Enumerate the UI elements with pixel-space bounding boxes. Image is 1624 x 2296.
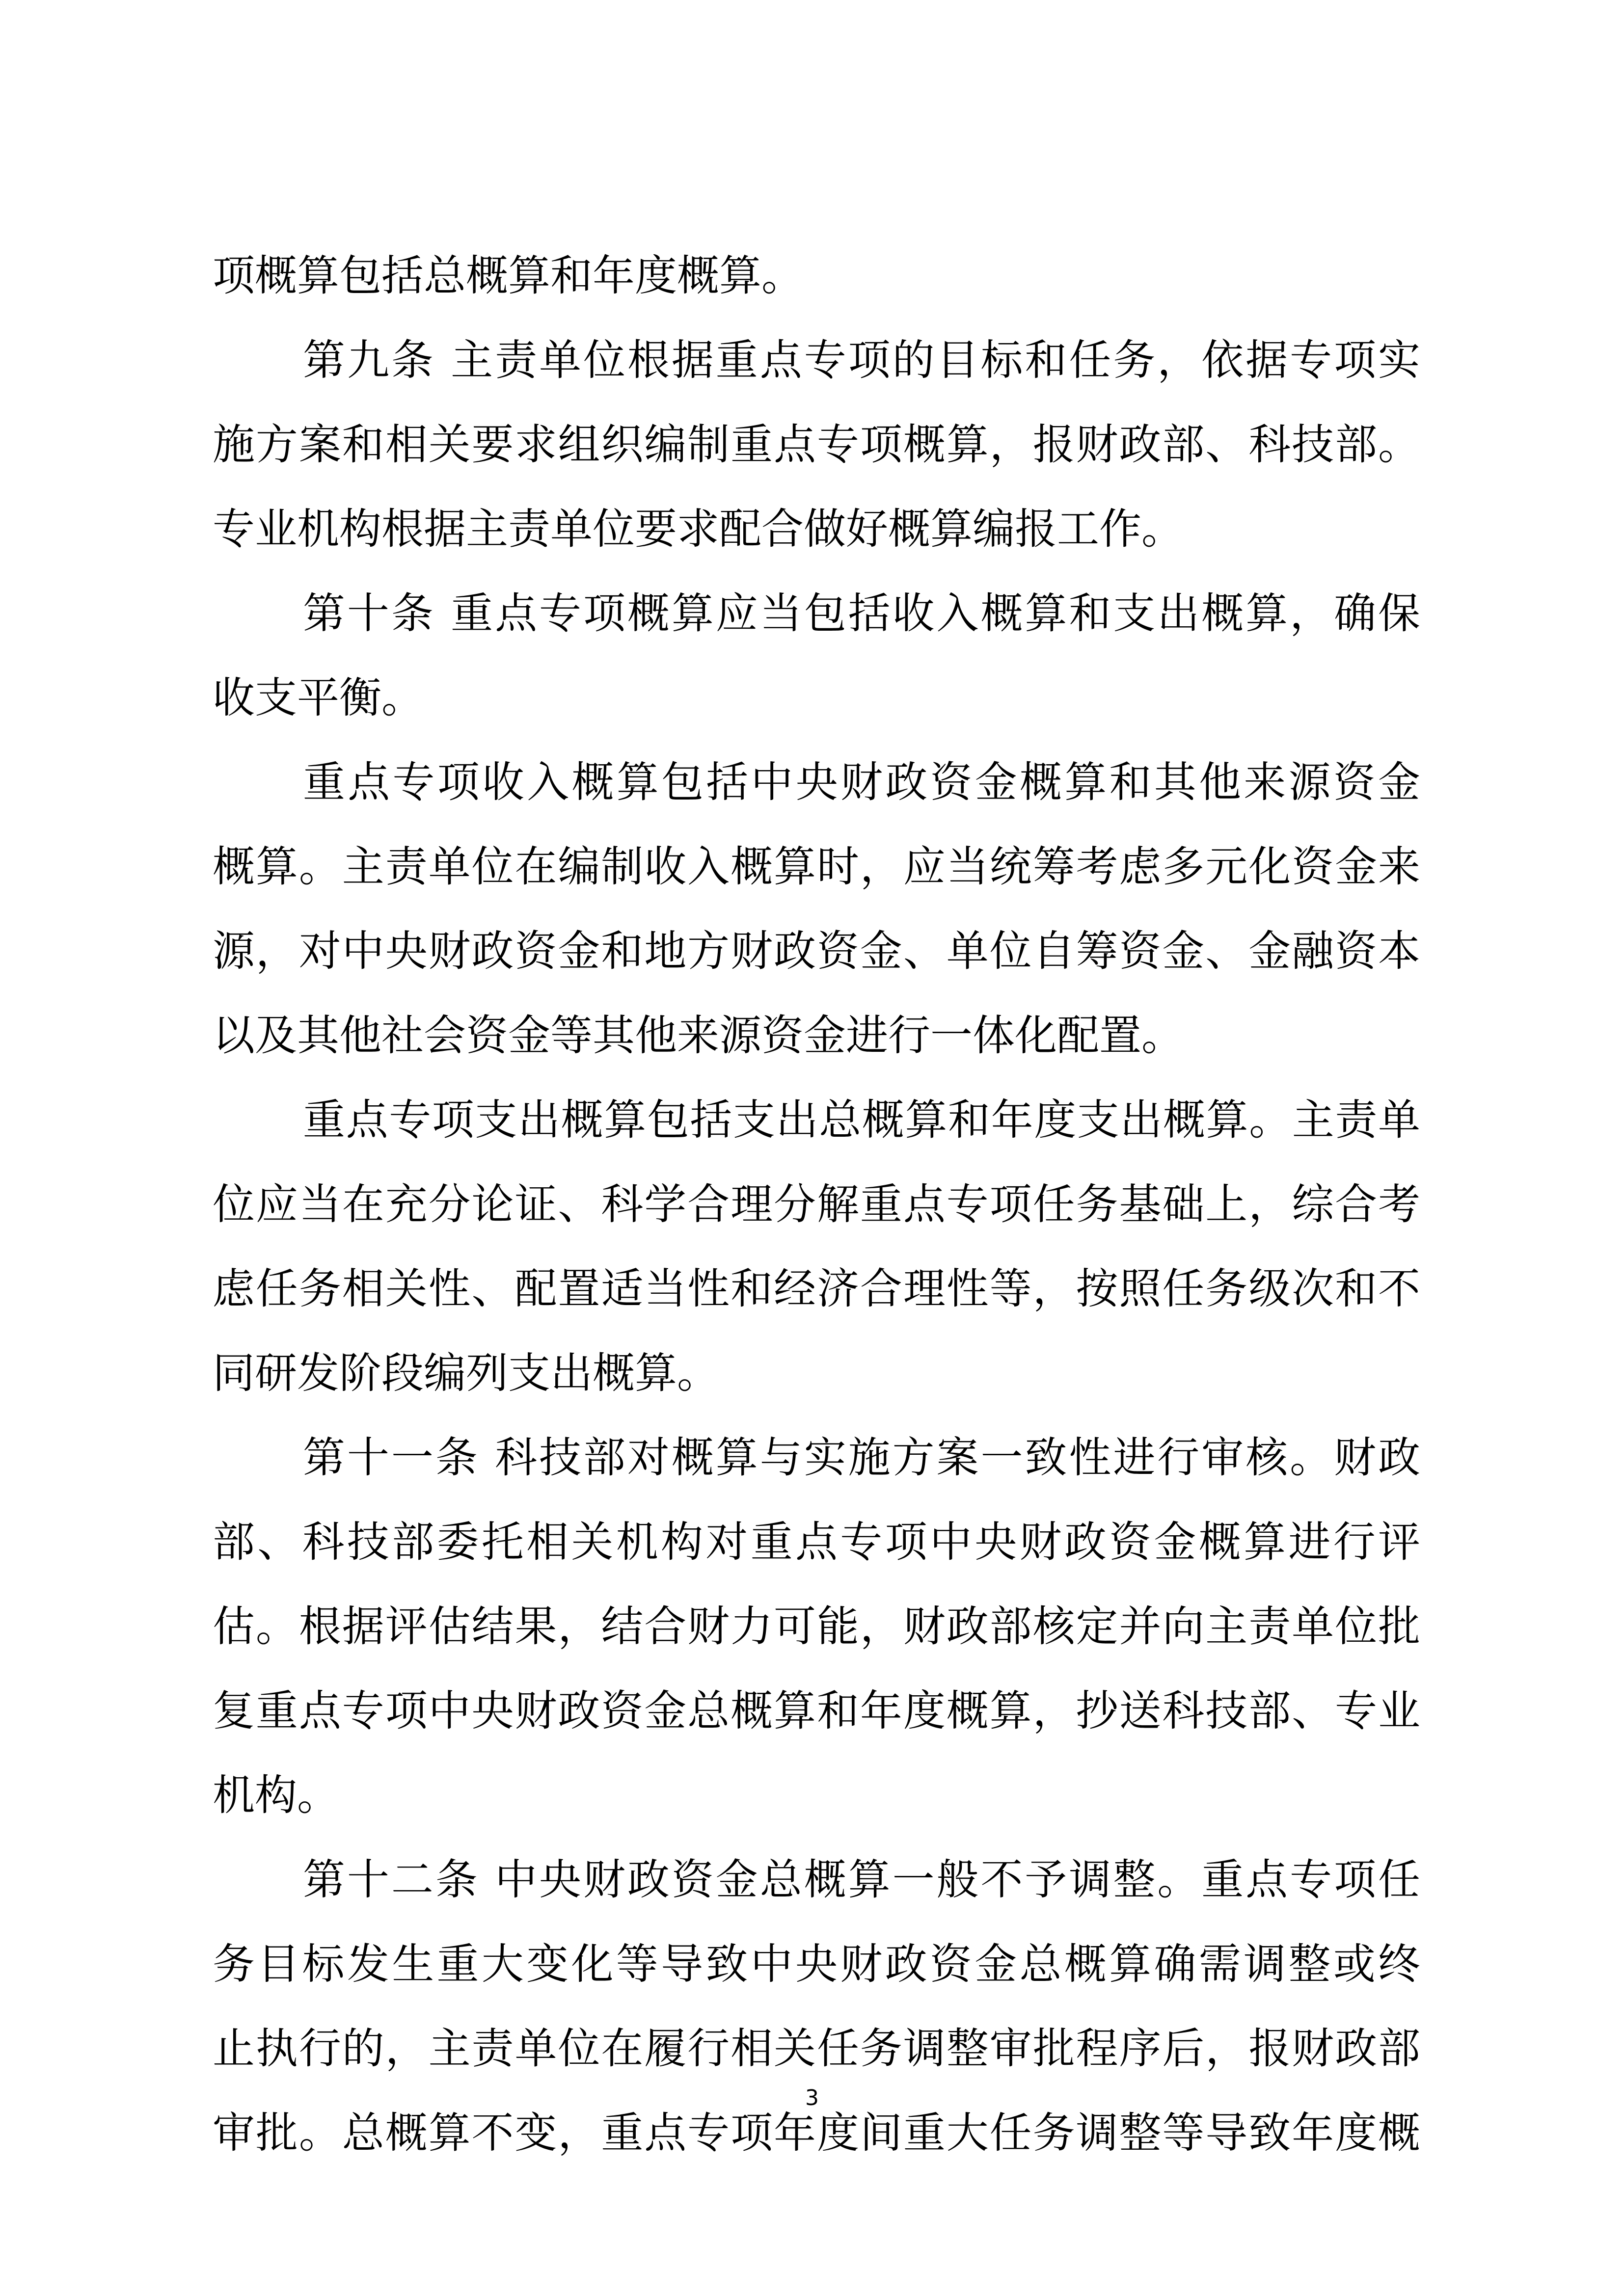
text-line-20: 第十二条 中央财政资金总概算一般不予调整。重点专项任 (303, 1855, 1420, 1904)
text-line-23: 审批。总概算不变，重点专项年度间重大任务调整等导致年度概 (213, 2109, 1420, 2158)
text-line-5: 第十条 重点专项概算应当包括收入概算和支出概算，确保 (303, 589, 1420, 638)
text-line-18: 复重点专项中央财政资金总概算和年度概算，抄送科技部、专业 (213, 1686, 1420, 1735)
text-line-19: 机构。 (213, 1771, 339, 1820)
text-line-14: 同研发阶段编列支出概算。 (213, 1349, 719, 1398)
text-line-11: 重点专项支出概算包括支出总概算和年度支出概算。主责单 (303, 1095, 1420, 1145)
text-line-10: 以及其他社会资金等其他来源资金进行一体化配置。 (213, 1011, 1184, 1060)
text-line-2: 第九条 主责单位根据重点专项的目标和任务，依据专项实 (303, 336, 1420, 385)
text-line-7: 重点专项收入概算包括中央财政资金概算和其他来源资金 (303, 758, 1420, 807)
text-line-22: 止执行的，主责单位在履行相关任务调整审批程序后，报财政部 (213, 2024, 1420, 2073)
text-line-15: 第十一条 科技部对概算与实施方案一致性进行审核。财政 (303, 1433, 1420, 1482)
text-line-6: 收支平衡。 (213, 673, 424, 722)
text-line-21: 务目标发生重大变化等导致中央财政资金总概算确需调整或终 (213, 1940, 1420, 1989)
text-line-12: 位应当在充分论证、科学合理分解重点专项任务基础上，综合考 (213, 1180, 1420, 1229)
text-line-4: 专业机构根据主责单位要求配合做好概算编报工作。 (213, 505, 1184, 554)
text-line-8: 概算。主责单位在编制收入概算时，应当统筹考虑多元化资金来 (213, 842, 1420, 891)
page-number: 3 (805, 2085, 819, 2110)
text-line-13: 虑任务相关性、配置适当性和经济合理性等，按照任务级次和不 (213, 1264, 1420, 1313)
text-line-1: 项概算包括总概算和年度概算。 (213, 251, 804, 300)
text-line-3: 施方案和相关要求组织编制重点专项概算，报财政部、科技部。 (213, 420, 1420, 469)
text-line-17: 估。根据评估结果，结合财力可能，财政部核定并向主责单位批 (213, 1602, 1420, 1651)
text-line-16: 部、科技部委托相关机构对重点专项中央财政资金概算进行评 (213, 1518, 1420, 1567)
text-line-9: 源，对中央财政资金和地方财政资金、单位自筹资金、金融资本 (213, 927, 1420, 976)
